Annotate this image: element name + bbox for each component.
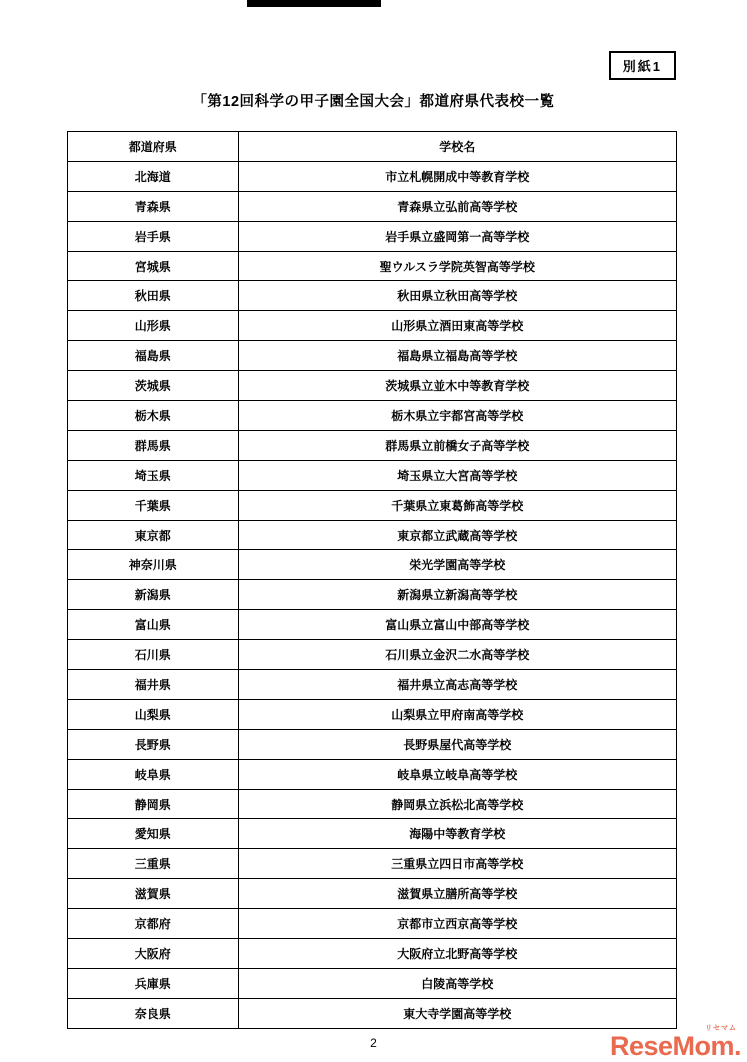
prefecture-cell: 富山県: [68, 610, 239, 640]
table-row: [68, 550, 677, 580]
school-cell: 石川県立金沢二水高等学校: [238, 640, 676, 670]
school-cell: 静岡県立浜松北高等学校: [238, 789, 676, 819]
school-cell: 山梨県立甲府南高等学校: [238, 699, 676, 729]
prefecture-cell: 滋賀県: [68, 879, 239, 909]
prefecture-cell: 茨城県: [68, 371, 239, 401]
prefecture-cell: 三重県: [68, 849, 239, 879]
school-cell: 栃木県立宇都宮高等学校: [238, 401, 676, 431]
school-cell: 富山県立富山中部高等学校: [238, 610, 676, 640]
school-cell: 福井県立高志高等学校: [238, 670, 676, 700]
school-cell: 茨城県立並木中等教育学校: [238, 371, 676, 401]
table-row: [68, 281, 677, 311]
table-row: [68, 909, 677, 939]
prefecture-cell: 東京都: [68, 520, 239, 550]
table-header-row: [68, 132, 677, 162]
school-cell: 東京都立武蔵高等学校: [238, 520, 676, 550]
prefecture-cell: 岩手県: [68, 221, 239, 251]
table-row: [68, 849, 677, 879]
attachment-label: 別紙1: [609, 51, 676, 80]
table-row: [68, 460, 677, 490]
prefecture-cell: 京都府: [68, 909, 239, 939]
school-cell: 新潟県立新潟高等学校: [238, 580, 676, 610]
school-cell: 海陽中等教育学校: [238, 819, 676, 849]
prefecture-cell: 愛知県: [68, 819, 239, 849]
prefecture-cell: 宮城県: [68, 251, 239, 281]
prefecture-cell: 秋田県: [68, 281, 239, 311]
table-row: [68, 670, 677, 700]
school-cell: 岩手県立盛岡第一高等学校: [238, 221, 676, 251]
prefecture-cell: 新潟県: [68, 580, 239, 610]
table-row: [68, 401, 677, 431]
prefecture-cell: 栃木県: [68, 401, 239, 431]
prefecture-cell: 大阪府: [68, 939, 239, 969]
table-row: [68, 520, 677, 550]
table-row: [68, 998, 677, 1028]
table-row: [68, 939, 677, 969]
school-table: [67, 131, 677, 1029]
prefecture-cell: 群馬県: [68, 430, 239, 460]
page-title: 「第12回科学の甲子園全国大会」都道府県代表校一覧: [192, 94, 555, 110]
table-row: [68, 490, 677, 520]
cropped-image-fragment: [247, 0, 381, 7]
prefecture-cell: 奈良県: [68, 998, 239, 1028]
prefecture-cell: 福島県: [68, 341, 239, 371]
school-cell: 京都市立西京高等学校: [238, 909, 676, 939]
table-row: [68, 580, 677, 610]
resemom-logo: [610, 1025, 741, 1060]
table-row: [68, 879, 677, 909]
school-cell: 山形県立酒田東高等学校: [238, 311, 676, 341]
school-table-container: [67, 131, 677, 1029]
school-cell: 岐阜県立岐阜高等学校: [238, 759, 676, 789]
school-cell: 長野県屋代高等学校: [238, 729, 676, 759]
prefecture-cell: 静岡県: [68, 789, 239, 819]
table-row: [68, 221, 677, 251]
school-column-header: 学校名: [238, 132, 676, 162]
table-row: [68, 640, 677, 670]
table-row: [68, 311, 677, 341]
prefecture-cell: 神奈川県: [68, 550, 239, 580]
prefecture-cell: 長野県: [68, 729, 239, 759]
table-row: [68, 789, 677, 819]
school-cell: 白陵高等学校: [238, 968, 676, 998]
school-table-body: [68, 161, 677, 1028]
prefecture-cell: 兵庫県: [68, 968, 239, 998]
prefecture-cell: 北海道: [68, 161, 239, 191]
school-cell: 群馬県立前橋女子高等学校: [238, 430, 676, 460]
table-row: [68, 371, 677, 401]
school-cell: 秋田県立秋田高等学校: [238, 281, 676, 311]
school-cell: 滋賀県立膳所高等学校: [238, 879, 676, 909]
table-row: [68, 430, 677, 460]
table-row: [68, 729, 677, 759]
table-row: [68, 191, 677, 221]
school-cell: 聖ウルスラ学院英智高等学校: [238, 251, 676, 281]
prefecture-cell: 青森県: [68, 191, 239, 221]
table-row: [68, 161, 677, 191]
prefecture-cell: 山形県: [68, 311, 239, 341]
school-cell: 栄光学園高等学校: [238, 550, 676, 580]
resemom-logo-text: ReseMom.: [609, 1031, 741, 1061]
school-cell: 埼玉県立大宮高等学校: [238, 460, 676, 490]
prefecture-column-header: 都道府県: [68, 132, 239, 162]
prefecture-cell: 埼玉県: [68, 460, 239, 490]
table-row: [68, 251, 677, 281]
school-cell: 三重県立四日市高等学校: [238, 849, 676, 879]
table-row: [68, 610, 677, 640]
table-row: [68, 819, 677, 849]
school-cell: 福島県立福島高等学校: [238, 341, 676, 371]
table-row: [68, 968, 677, 998]
school-cell: 大阪府立北野高等学校: [238, 939, 676, 969]
prefecture-cell: 石川県: [68, 640, 239, 670]
resemom-logo-subtext: リセマム: [705, 1025, 737, 1032]
table-row: [68, 759, 677, 789]
school-cell: 市立札幌開成中等教育学校: [238, 161, 676, 191]
school-cell: 千葉県立東葛飾高等学校: [238, 490, 676, 520]
table-row: [68, 341, 677, 371]
page-number: 2: [370, 1036, 377, 1050]
school-cell: 東大寺学園高等学校: [238, 998, 676, 1028]
school-cell: 青森県立弘前高等学校: [238, 191, 676, 221]
prefecture-cell: 岐阜県: [68, 759, 239, 789]
table-row: [68, 699, 677, 729]
prefecture-cell: 福井県: [68, 670, 239, 700]
prefecture-cell: 山梨県: [68, 699, 239, 729]
prefecture-cell: 千葉県: [68, 490, 239, 520]
